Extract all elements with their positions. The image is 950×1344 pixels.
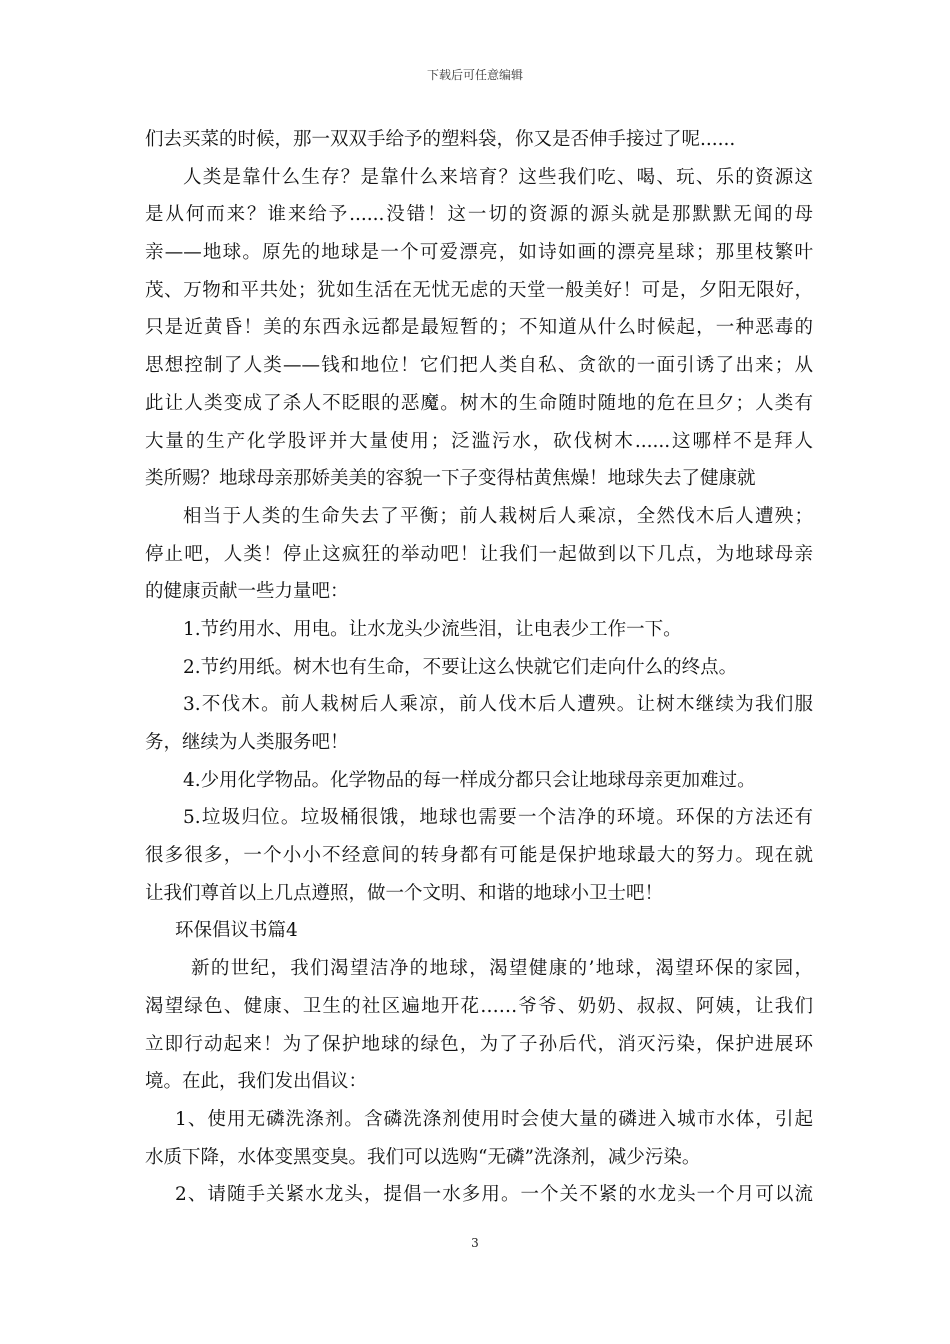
text-line: 是从何而来？谁来给予......没错！这一切的资源的源头就是那默默无闻的母 bbox=[145, 204, 813, 226]
text-line: 们去买菜的时候，那一双双手给予的塑料袋，你又是否伸手接过了呢...... bbox=[145, 129, 736, 150]
page-header: 下载后可任意编辑 bbox=[426, 68, 523, 82]
text-line: 停止吧，人类！停止这疯狂的举动吧！让我们一起做到以下几点，为地球母亲 bbox=[145, 543, 813, 565]
text-line: 大量的生产化学股评并大量使用；泛滥污水，砍伐树木......这哪样不是拜人 bbox=[145, 430, 813, 452]
text-line: 类所赐？地球母亲那娇美美的容貌一下子变得枯黄焦燥！地球失去了健康就 bbox=[145, 468, 756, 490]
text-line: 此让人类变成了杀人不眨眼的恶魔。树木的生命随时随地的危在旦夕；人类有 bbox=[145, 392, 813, 414]
text-line: 让我们尊首以上几点遵照，做一个文明、和谐的地球小卫士吧！ bbox=[145, 882, 664, 904]
text-line: 1.节约用水、用电。让水龙头少流些泪，让电表少工作一下。 bbox=[183, 618, 682, 640]
text-line: 渴望绿色、健康、卫生的社区遍地开花……爷爷、奶奶、叔叔、阿姨，让我们 bbox=[145, 995, 813, 1017]
text-line: 只是近黄昏！美的东西永远都是最短暂的；不知道从什么时候起，一种恶毒的 bbox=[145, 317, 813, 339]
text-line: 务，继续为人类服务吧！ bbox=[145, 732, 349, 753]
text-line: 人类是靠什么生存？是靠什么来培育？这些我们吃、喝、玩、乐的资源这 bbox=[183, 166, 813, 188]
text-line: 很多很多，一个小小不经意间的转身都有可能是保护地球最大的努力。现在就 bbox=[145, 845, 813, 867]
text-line: 1、使用无磷洗涤剂。含磷洗涤剂使用时会使大量的磷进入城市水体，引起 bbox=[175, 1108, 813, 1130]
text-line: 新的世纪，我们渴望洁净的地球，渴望健康的’地球，渴望环保的家园， bbox=[191, 958, 813, 980]
text-line: 相当于人类的生命失去了平衡；前人栽树后人乘凉，全然伐木后人遭殃； bbox=[183, 505, 813, 527]
text-line: 的健康贡献一些力量吧： bbox=[145, 581, 349, 603]
text-line: 思想控制了人类——钱和地位！它们把人类自私、贪欲的一面引诱了出来；从 bbox=[145, 355, 813, 377]
text-line: 5.垃圾归位。垃圾桶很饿，地球也需要一个洁净的环境。环保的方法还有 bbox=[183, 807, 813, 829]
text-line: 2、请随手关紧水龙头，提倡一水多用。一个关不紧的水龙头一个月可以流 bbox=[175, 1184, 813, 1206]
text-line: 3.不伐木。前人栽树后人乘凉，前人伐木后人遭殃。让树木继续为我们服 bbox=[183, 694, 813, 716]
document-body bbox=[145, 121, 813, 1214]
text-line: 环保倡议书篇4 bbox=[175, 920, 298, 942]
text-line: 水质下降，水体变黑变臭。我们可以选购“无磷”洗涤剂，减少污染。 bbox=[145, 1146, 701, 1168]
text-line: 亲——地球。原先的地球是一个可爱漂亮，如诗如画的漂亮星球；那里枝繁叶 bbox=[145, 242, 813, 264]
text-line: 境。在此，我们发出倡议： bbox=[145, 1071, 368, 1093]
text-line: 立即行动起来！为了保护地球的绿色，为了子孙后代，消灭污染，保护进展环 bbox=[145, 1033, 813, 1055]
page-number: 3 bbox=[471, 1236, 479, 1250]
text-line: 茂、万物和平共处；犹如生活在无忧无虑的天堂一般美好！可是，夕阳无限好， bbox=[145, 279, 813, 301]
text-line: 2.节约用纸。树木也有生命，不要让这么快就它们走向什么的终点。 bbox=[183, 656, 738, 678]
text-line: 4.少用化学物品。化学物品的每一样成分都只会让地球母亲更加难过。 bbox=[183, 769, 756, 791]
